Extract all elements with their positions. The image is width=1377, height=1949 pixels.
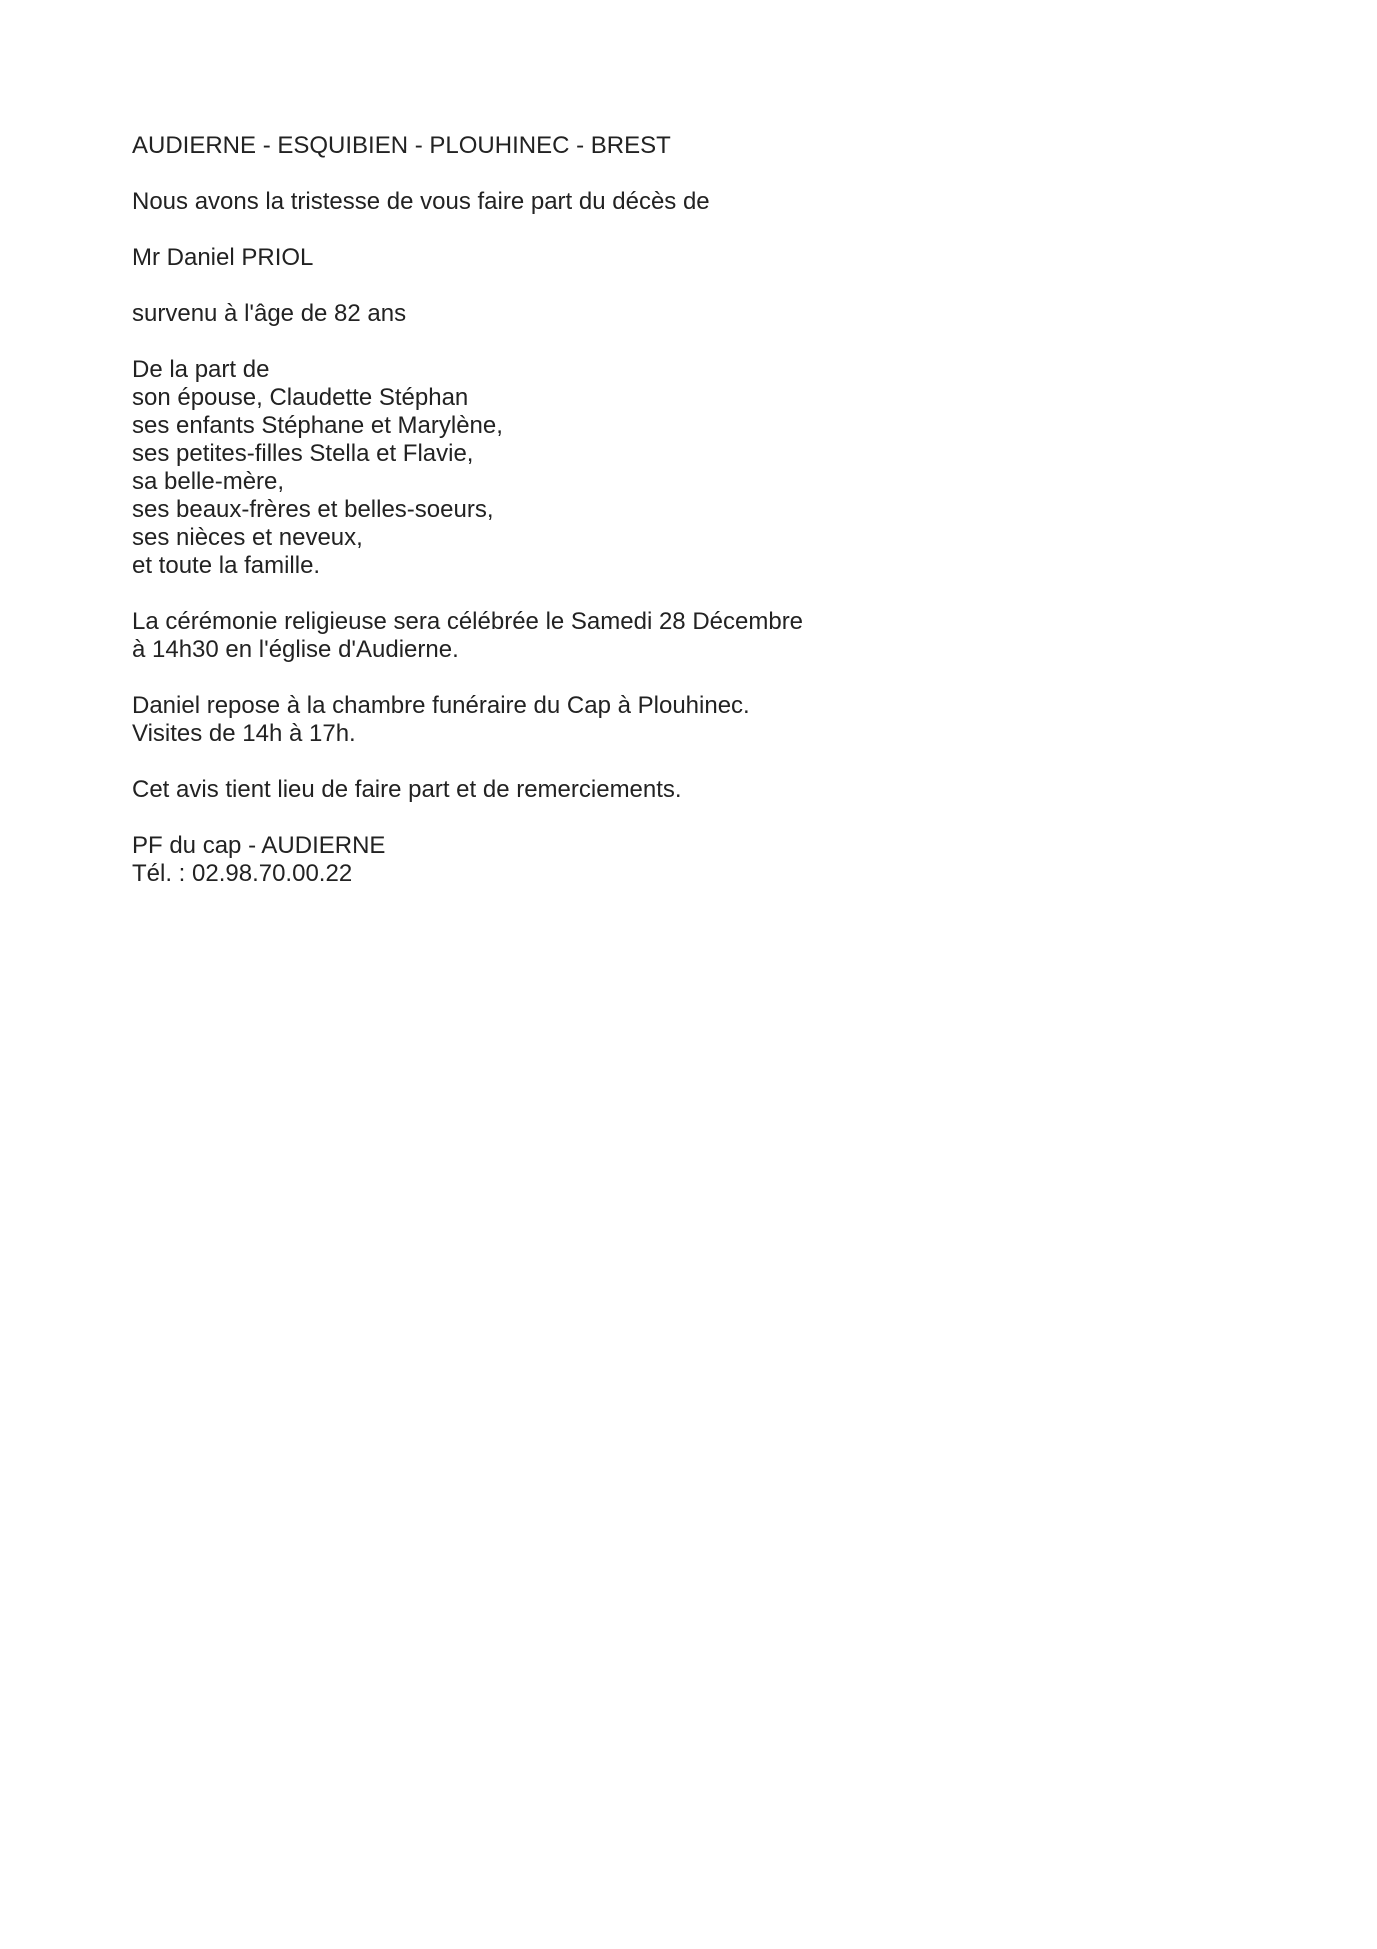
resting-info xyxy=(132,692,1232,748)
family-line: ses beaux-frères et belles-soeurs, xyxy=(132,496,494,523)
family-line: et toute la famille. xyxy=(132,552,321,579)
age-line: survenu à l'âge de 82 ans xyxy=(132,300,407,327)
funeral-home-phone: Tél. : 02.98.70.00.22 xyxy=(132,860,353,887)
deceased-name-line: Mr Daniel PRIOL xyxy=(132,244,314,271)
notice-locations xyxy=(132,132,1232,160)
resting-line: Daniel repose à la chambre funéraire du Cap à Plouhinec. xyxy=(132,692,750,719)
death-notice xyxy=(132,132,1232,916)
closing-line: Cet avis tient lieu de faire part et de remerciements. xyxy=(132,776,682,803)
notice-intro xyxy=(132,188,1232,216)
intro-line: Nous avons la tristesse de vous faire part du décès de xyxy=(132,188,710,215)
deceased-age xyxy=(132,300,1232,328)
resting-line: Visites de 14h à 17h. xyxy=(132,720,356,747)
family-line: sa belle-mère, xyxy=(132,468,285,495)
ceremony-line: à 14h30 en l'église d'Audierne. xyxy=(132,636,459,663)
funeral-home-name: PF du cap - AUDIERNE xyxy=(132,832,386,859)
family-line: ses nièces et neveux, xyxy=(132,524,363,551)
closing-note xyxy=(132,776,1232,804)
family-line: ses enfants Stéphane et Marylène, xyxy=(132,412,503,439)
family-line: De la part de xyxy=(132,356,270,383)
locations-line: AUDIERNE - ESQUIBIEN - PLOUHINEC - BREST xyxy=(132,132,671,159)
ceremony-info xyxy=(132,608,1232,664)
family-line: ses petites-filles Stella et Flavie, xyxy=(132,440,474,467)
deceased-name xyxy=(132,244,1232,272)
ceremony-line: La cérémonie religieuse sera célébrée le Samedi 28 Décembre xyxy=(132,608,804,635)
family-list xyxy=(132,356,1232,580)
funeral-home-contact xyxy=(132,832,1232,888)
family-line: son épouse, Claudette Stéphan xyxy=(132,384,469,411)
